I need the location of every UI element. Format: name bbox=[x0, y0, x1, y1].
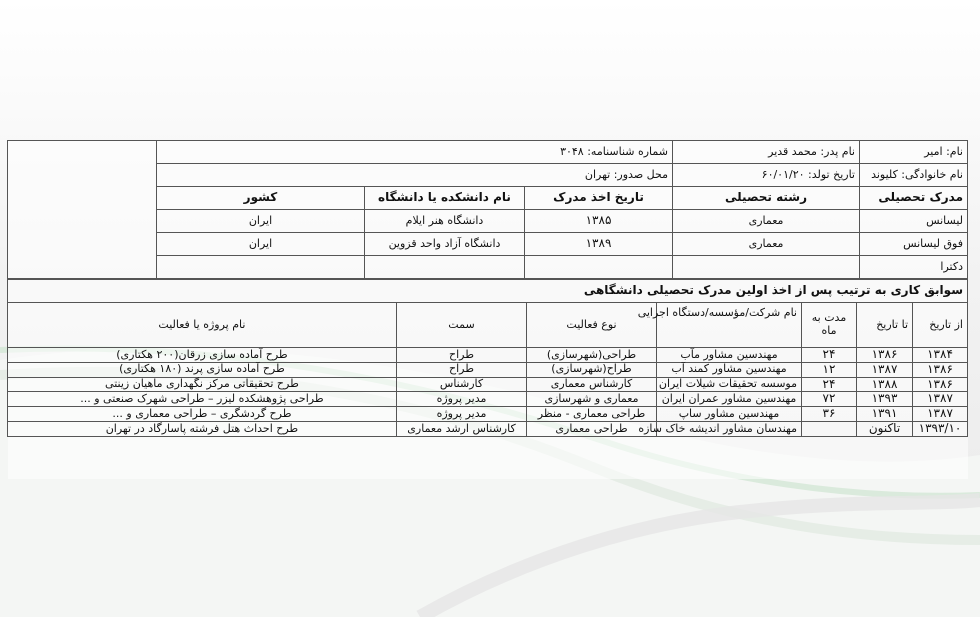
work-row bbox=[7, 348, 967, 363]
to-cell: تاکنون bbox=[857, 421, 913, 436]
header-country: کشور bbox=[156, 187, 364, 210]
position-cell: کارشناس ارشد معماری bbox=[397, 421, 527, 436]
project-cell: طرح تحقیقاتی مرکز نگهداری ماهیان زینتی bbox=[7, 377, 396, 392]
duration-cell: ۲۴ bbox=[802, 348, 857, 363]
from-cell: ۱۳۸۷ bbox=[913, 392, 968, 407]
degree-cell: فوق لیسانس bbox=[860, 233, 968, 256]
resume-document bbox=[8, 140, 968, 479]
company-cell: مهندسین مشاور مآب bbox=[657, 348, 802, 363]
degree-cell: لیسانس bbox=[860, 210, 968, 233]
project-cell: طرح آماده سازی پرند (۱۸۰ هکتاری) bbox=[7, 362, 396, 377]
university-cell: دانشگاه هنر ایلام bbox=[365, 210, 525, 233]
header-from-date: از تاریخ bbox=[913, 303, 968, 348]
activity-cell: طراح(شهرسازی) bbox=[527, 362, 657, 377]
from-cell: ۱۳۸۷ bbox=[913, 407, 968, 422]
duration-cell: ۷۲ bbox=[802, 392, 857, 407]
project-cell: طرح احداث هتل فرشته پاسارگاد در تهران bbox=[7, 421, 396, 436]
header-activity: نوع فعالیت bbox=[527, 303, 657, 348]
to-cell: ۱۳۸۸ bbox=[857, 377, 913, 392]
from-cell: ۱۳۸۶ bbox=[913, 362, 968, 377]
from-cell: ۱۳۸۴ bbox=[913, 348, 968, 363]
education-table bbox=[7, 140, 968, 279]
header-field: رشته تحصیلی bbox=[673, 187, 860, 210]
company-cell: مهندسین مشاور کمند آب bbox=[657, 362, 802, 377]
year-cell: ۱۳۸۹ bbox=[525, 233, 673, 256]
field-cell: معماری bbox=[673, 210, 860, 233]
position-cell: طراح bbox=[397, 348, 527, 363]
header-university: نام دانشکده یا دانشگاه bbox=[365, 187, 525, 210]
activity-cell: طراحی(شهرسازی) bbox=[527, 348, 657, 363]
work-history-title: سوابق کاری به ترتیب پس از اخذ اولین مدرک تحصیلی دانشگاهی bbox=[7, 280, 967, 303]
position-cell: مدیر پروژه bbox=[397, 407, 527, 422]
from-cell: ۱۳۹۳/۱۰ bbox=[913, 421, 968, 436]
work-row bbox=[7, 392, 967, 407]
work-row bbox=[7, 362, 967, 377]
duration-cell: ۱۲ bbox=[802, 362, 857, 377]
to-cell: ۱۳۸۶ bbox=[857, 348, 913, 363]
project-cell: طراحی پژوهشکده لیزر – طراحی شهرک صنعتی و ... bbox=[7, 392, 396, 407]
activity-cell: طراحی معماری - منظر bbox=[527, 407, 657, 422]
project-cell: طرح گردشگری – طراحی معماری و ... bbox=[7, 407, 396, 422]
company-cell: مهندسان مشاور اندیشه خاک سازه bbox=[657, 421, 802, 436]
activity-cell: طراحی معماری bbox=[527, 421, 657, 436]
name-field: نام: امیر bbox=[860, 141, 968, 164]
duration-cell: ۲۴ bbox=[802, 377, 857, 392]
birth-date-field: تاریخ تولد: ۶۰/۰۱/۲۰ bbox=[673, 164, 860, 187]
to-cell: ۱۳۹۱ bbox=[857, 407, 913, 422]
blank-margin-cell bbox=[7, 141, 156, 279]
work-row bbox=[7, 377, 967, 392]
work-row bbox=[7, 407, 967, 422]
work-row bbox=[7, 421, 967, 436]
header-year: تاریخ اخذ مدرک bbox=[525, 187, 673, 210]
position-cell: کارشناس bbox=[397, 377, 527, 392]
company-cell: موسسه تحقیقات شیلات ایران bbox=[657, 377, 802, 392]
header-to-date: تا تاریخ bbox=[857, 303, 913, 348]
father-name-field: نام پدر: محمد قدیر bbox=[673, 141, 860, 164]
field-cell: معماری bbox=[673, 233, 860, 256]
degree-cell: دکترا bbox=[860, 256, 968, 279]
header-position: سمت bbox=[397, 303, 527, 348]
surname-field: نام خانوادگی: کلیوند bbox=[860, 164, 968, 187]
position-cell: طراح bbox=[397, 362, 527, 377]
from-cell: ۱۳۸۶ bbox=[913, 377, 968, 392]
header-project: نام پروژه یا فعالیت bbox=[7, 303, 396, 348]
header-duration: مدت به ماه bbox=[802, 303, 857, 348]
country-cell bbox=[156, 256, 364, 279]
position-cell: مدیر پروژه bbox=[397, 392, 527, 407]
to-cell: ۱۳۹۳ bbox=[857, 392, 913, 407]
company-cell: مهندسین مشاور عمران ایران bbox=[657, 392, 802, 407]
company-cell: مهندسین مشاور ساپ bbox=[657, 407, 802, 422]
activity-cell: کارشناس معماری bbox=[527, 377, 657, 392]
university-cell: دانشگاه آزاد واحد قزوین bbox=[365, 233, 525, 256]
id-number-field: شماره شناسنامه: ۳۰۴۸ bbox=[156, 141, 672, 164]
project-cell: طرح آماده سازی زرقان(۲۰۰ هکتاری) bbox=[7, 348, 396, 363]
issue-place-field: محل صدور: تهران bbox=[156, 164, 672, 187]
field-cell bbox=[673, 256, 860, 279]
country-cell: ایران bbox=[156, 210, 364, 233]
university-cell bbox=[365, 256, 525, 279]
header-company: نام شرکت/مؤسسه/دستگاه اجرایی bbox=[657, 303, 802, 348]
year-cell bbox=[525, 256, 673, 279]
year-cell: ۱۳۸۵ bbox=[525, 210, 673, 233]
to-cell: ۱۳۸۷ bbox=[857, 362, 913, 377]
duration-cell bbox=[802, 421, 857, 436]
header-degree: مدرک تحصیلی bbox=[860, 187, 968, 210]
work-history-table bbox=[7, 279, 968, 437]
activity-cell: معماری و شهرسازی bbox=[527, 392, 657, 407]
duration-cell: ۳۶ bbox=[802, 407, 857, 422]
country-cell: ایران bbox=[156, 233, 364, 256]
